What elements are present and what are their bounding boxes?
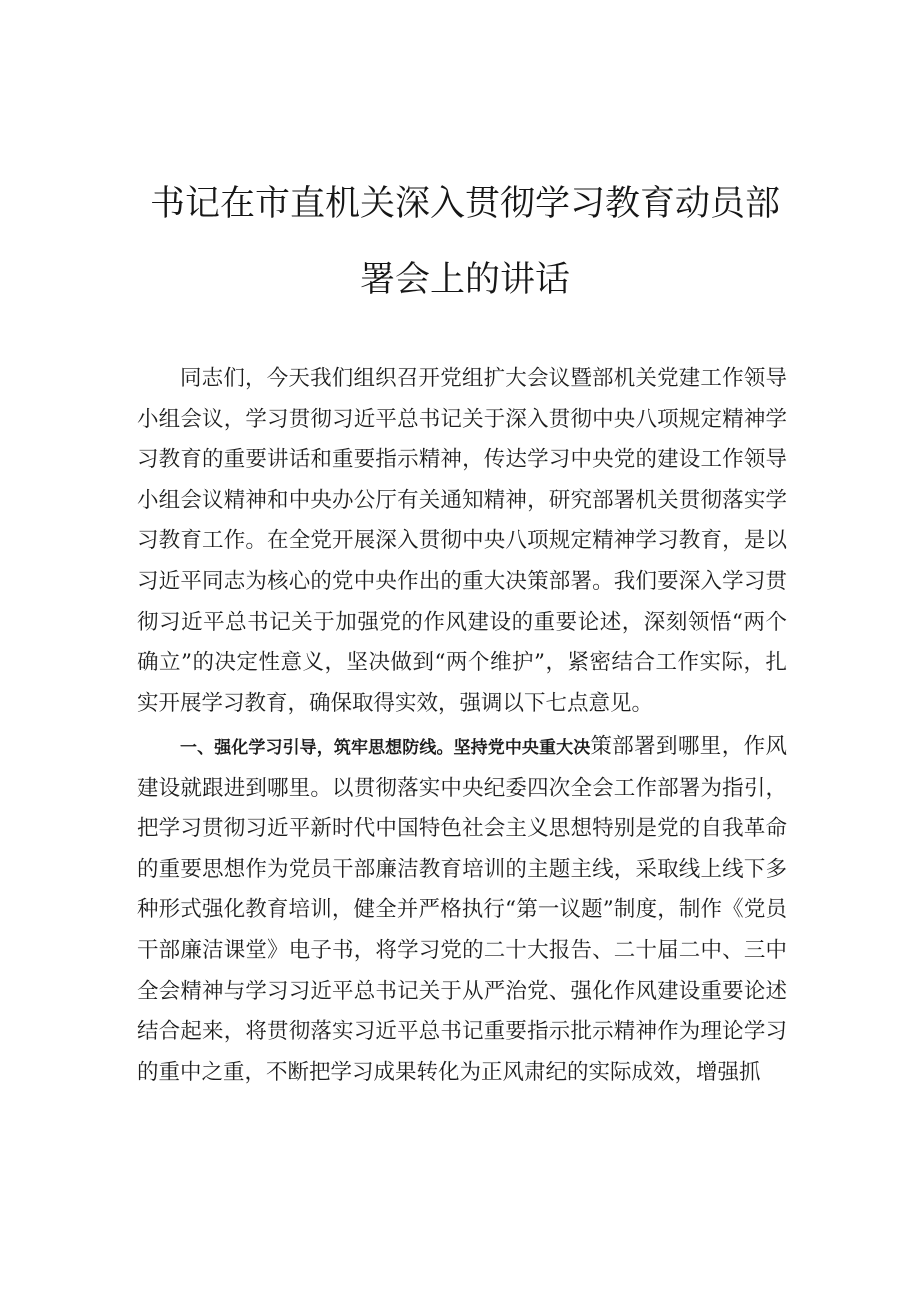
document-title-line-2: 署会上的讲话 bbox=[359, 260, 570, 300]
section-one-body: 策部署到哪里，作风建设就跟进到哪里。以贯彻落实中央纪委四次全会工作部署为指引，把学习贯彻习近平新时代中国特色社会主义思想特别是党的自我革命的重要思想作为党员干部廉洁教育培训的主题主线，采取线上线下多种形式强化教育培训，健全并严格执行“第一议题”制度，制作《党员干部廉洁课堂》电子书，将学习党的二十大报告、二十届二中、三中全会精神与学习习近平总书记关于从严治党、强化作风建设重要论述结合起来，将贯彻落实习近平总书记重要指示批示精神作为理论学习的重中之重，不断把学习成果转化为正风肃纪的实际成效，增强抓 bbox=[137, 734, 787, 1085]
document-title-line-1: 书记在市直机关深入贯彻学习教育动员部 bbox=[149, 184, 780, 224]
opening-paragraph: 同志们，今天我们组织召开党组扩大会议暨部机关党建工作领导小组会议，学习贯彻习近平总书记关于深入贯彻中央八项规定精神学习教育的重要讲话和重要指示精神，传达学习中央党的建设工作领导小组会议精神和中央办公厅有关通知精神，研究部署机关贯彻落实学习教育工作。在全党开展深入贯彻中央八项规定精神学习教育，是以习近平同志为核心的党中央作出的重大决策部署。我们要深入学习贯彻习近平总书记关于加强党的作风建设的重要论述，深刻领悟“两个确立”的决定性意义，坚决做到“两个维护”，紧密结合工作实际，扎实开展学习教育，确保取得实效，强调以下七点意见。 bbox=[137, 366, 787, 716]
section-one-heading: 一、强化学习引导，筑牢思想防线。坚持党中央重大决 bbox=[180, 738, 591, 758]
section-one-paragraph bbox=[137, 727, 787, 1093]
